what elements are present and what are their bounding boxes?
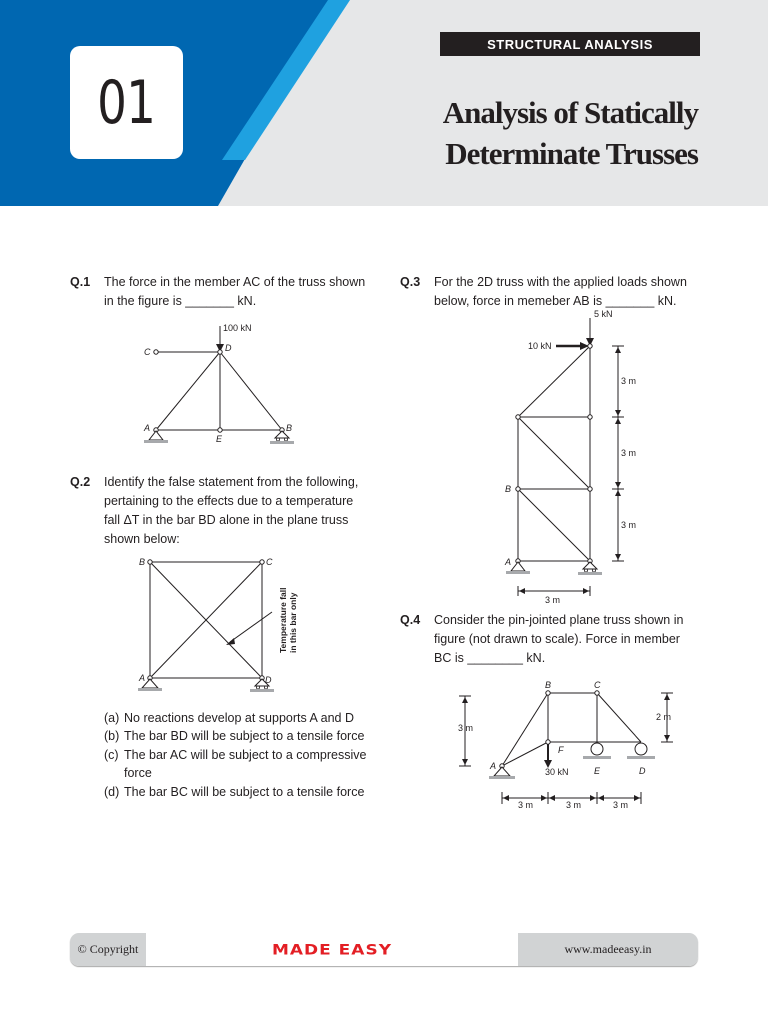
- option-text: The bar BD will be subject to a tensile force: [124, 729, 365, 744]
- chapter-number: 01: [97, 67, 156, 138]
- figure-q4-truss: [455, 676, 685, 816]
- dimension-label: 3 m: [621, 376, 637, 386]
- joint-label-b: B: [545, 680, 552, 690]
- question-line: figure (not drawn to scale). Force in member: [434, 632, 680, 646]
- dimension-label: 3 m: [621, 448, 637, 458]
- option-text: The bar AC will be subject to a compressive: [124, 747, 367, 762]
- dimension-label: 3 m: [621, 520, 637, 530]
- joint-label-d: D: [639, 766, 646, 776]
- chapter-title: [443, 92, 698, 174]
- temperature-note-line1: Temperature fall: [278, 587, 288, 653]
- dimension-label: 3 m: [545, 595, 561, 605]
- question-line: For the 2D truss with the applied loads shown: [434, 275, 687, 289]
- question-line: The force in the member AC of the truss shown: [104, 275, 366, 289]
- joint-label-a: A: [144, 423, 151, 433]
- question-text: [434, 611, 683, 668]
- website-link[interactable]: www.madeeasy.in: [518, 933, 698, 966]
- option-b[interactable]: [104, 727, 374, 745]
- question-line: Consider the pin-jointed plane truss shown in: [434, 613, 684, 627]
- figure-q1-truss: [138, 318, 308, 458]
- joint-label-c: C: [144, 347, 151, 357]
- question-line: BC is ________ kN.: [434, 651, 546, 665]
- option-c-continued: [104, 764, 374, 782]
- option-a[interactable]: [104, 709, 374, 727]
- question-line: in the figure is _______ kN.: [104, 294, 257, 308]
- dimension-label: 3 m: [613, 800, 629, 810]
- question-line: fall ΔT in the bar BD alone in the plane truss: [104, 513, 349, 527]
- dimension-label: 3 m: [566, 800, 582, 810]
- load-label: 100 kN: [223, 323, 252, 333]
- joint-label-b: B: [286, 423, 293, 433]
- brand-area: [146, 933, 518, 966]
- option-c[interactable]: [104, 746, 374, 764]
- joint-label-b: B: [139, 557, 146, 567]
- joint-label-a: A: [139, 673, 146, 683]
- option-text: No reactions develop at supports A and D: [124, 711, 355, 725]
- figure-q3-truss: [500, 306, 660, 606]
- dimension-label: 3 m: [458, 723, 474, 733]
- option-text: force: [124, 766, 152, 781]
- option-text: The bar BC will be subject to a tensile force: [124, 784, 365, 799]
- joint-label-f: F: [558, 745, 564, 755]
- joint-label-a: A: [490, 761, 497, 771]
- chapter-title-line1: Analysis of Statically: [442, 95, 698, 130]
- joint-label-e: E: [216, 434, 223, 444]
- joint-label-c: C: [594, 680, 601, 690]
- figure-q2-truss: [136, 552, 316, 697]
- chapter-number-box: [70, 46, 183, 159]
- question-number: Q.2: [70, 475, 91, 489]
- load-down-label: 5 kN: [594, 309, 613, 319]
- option-letter: (d): [104, 784, 120, 799]
- joint-label-a: A: [505, 557, 512, 567]
- joint-label-c: C: [266, 557, 273, 567]
- question-number: Q.4: [400, 613, 421, 627]
- question-number: Q.1: [70, 275, 91, 289]
- option-letter: (c): [104, 747, 119, 762]
- joint-label-d: D: [225, 343, 232, 353]
- joint-label-e: E: [594, 766, 601, 776]
- copyright-label: © Copyright: [70, 933, 146, 966]
- question-line: Identify the false statement from the following,: [104, 475, 359, 489]
- chapter-title-line2: Determinate Trusses: [445, 136, 698, 171]
- option-letter: (a): [104, 711, 120, 725]
- question-number: Q.3: [400, 275, 421, 289]
- option-letter: [104, 764, 124, 782]
- option-letter: (b): [104, 729, 120, 744]
- question-text: [104, 473, 358, 549]
- option-d[interactable]: [104, 783, 374, 801]
- question-line: shown below:: [104, 532, 180, 546]
- page-header: [0, 0, 768, 206]
- page-footer: [70, 933, 698, 966]
- question-line: below, force in memeber AB is _______ kN.: [434, 294, 677, 308]
- q2-options: [104, 709, 374, 801]
- load-side-label: 10 kN: [528, 341, 552, 351]
- load-label: 30 kN: [545, 767, 569, 777]
- temperature-note-line2: in this bar only: [288, 592, 298, 653]
- dimension-label: 2 m: [656, 712, 672, 722]
- subject-label: STRUCTURAL ANALYSIS: [440, 32, 700, 56]
- brand-logo: MADE EASY: [271, 941, 393, 958]
- dimension-label: 3 m: [518, 800, 534, 810]
- joint-label-b: B: [505, 484, 512, 494]
- question-line: pertaining to the effects due to a temperature: [104, 494, 354, 508]
- joint-label-d: D: [265, 675, 272, 685]
- question-text: [104, 273, 365, 311]
